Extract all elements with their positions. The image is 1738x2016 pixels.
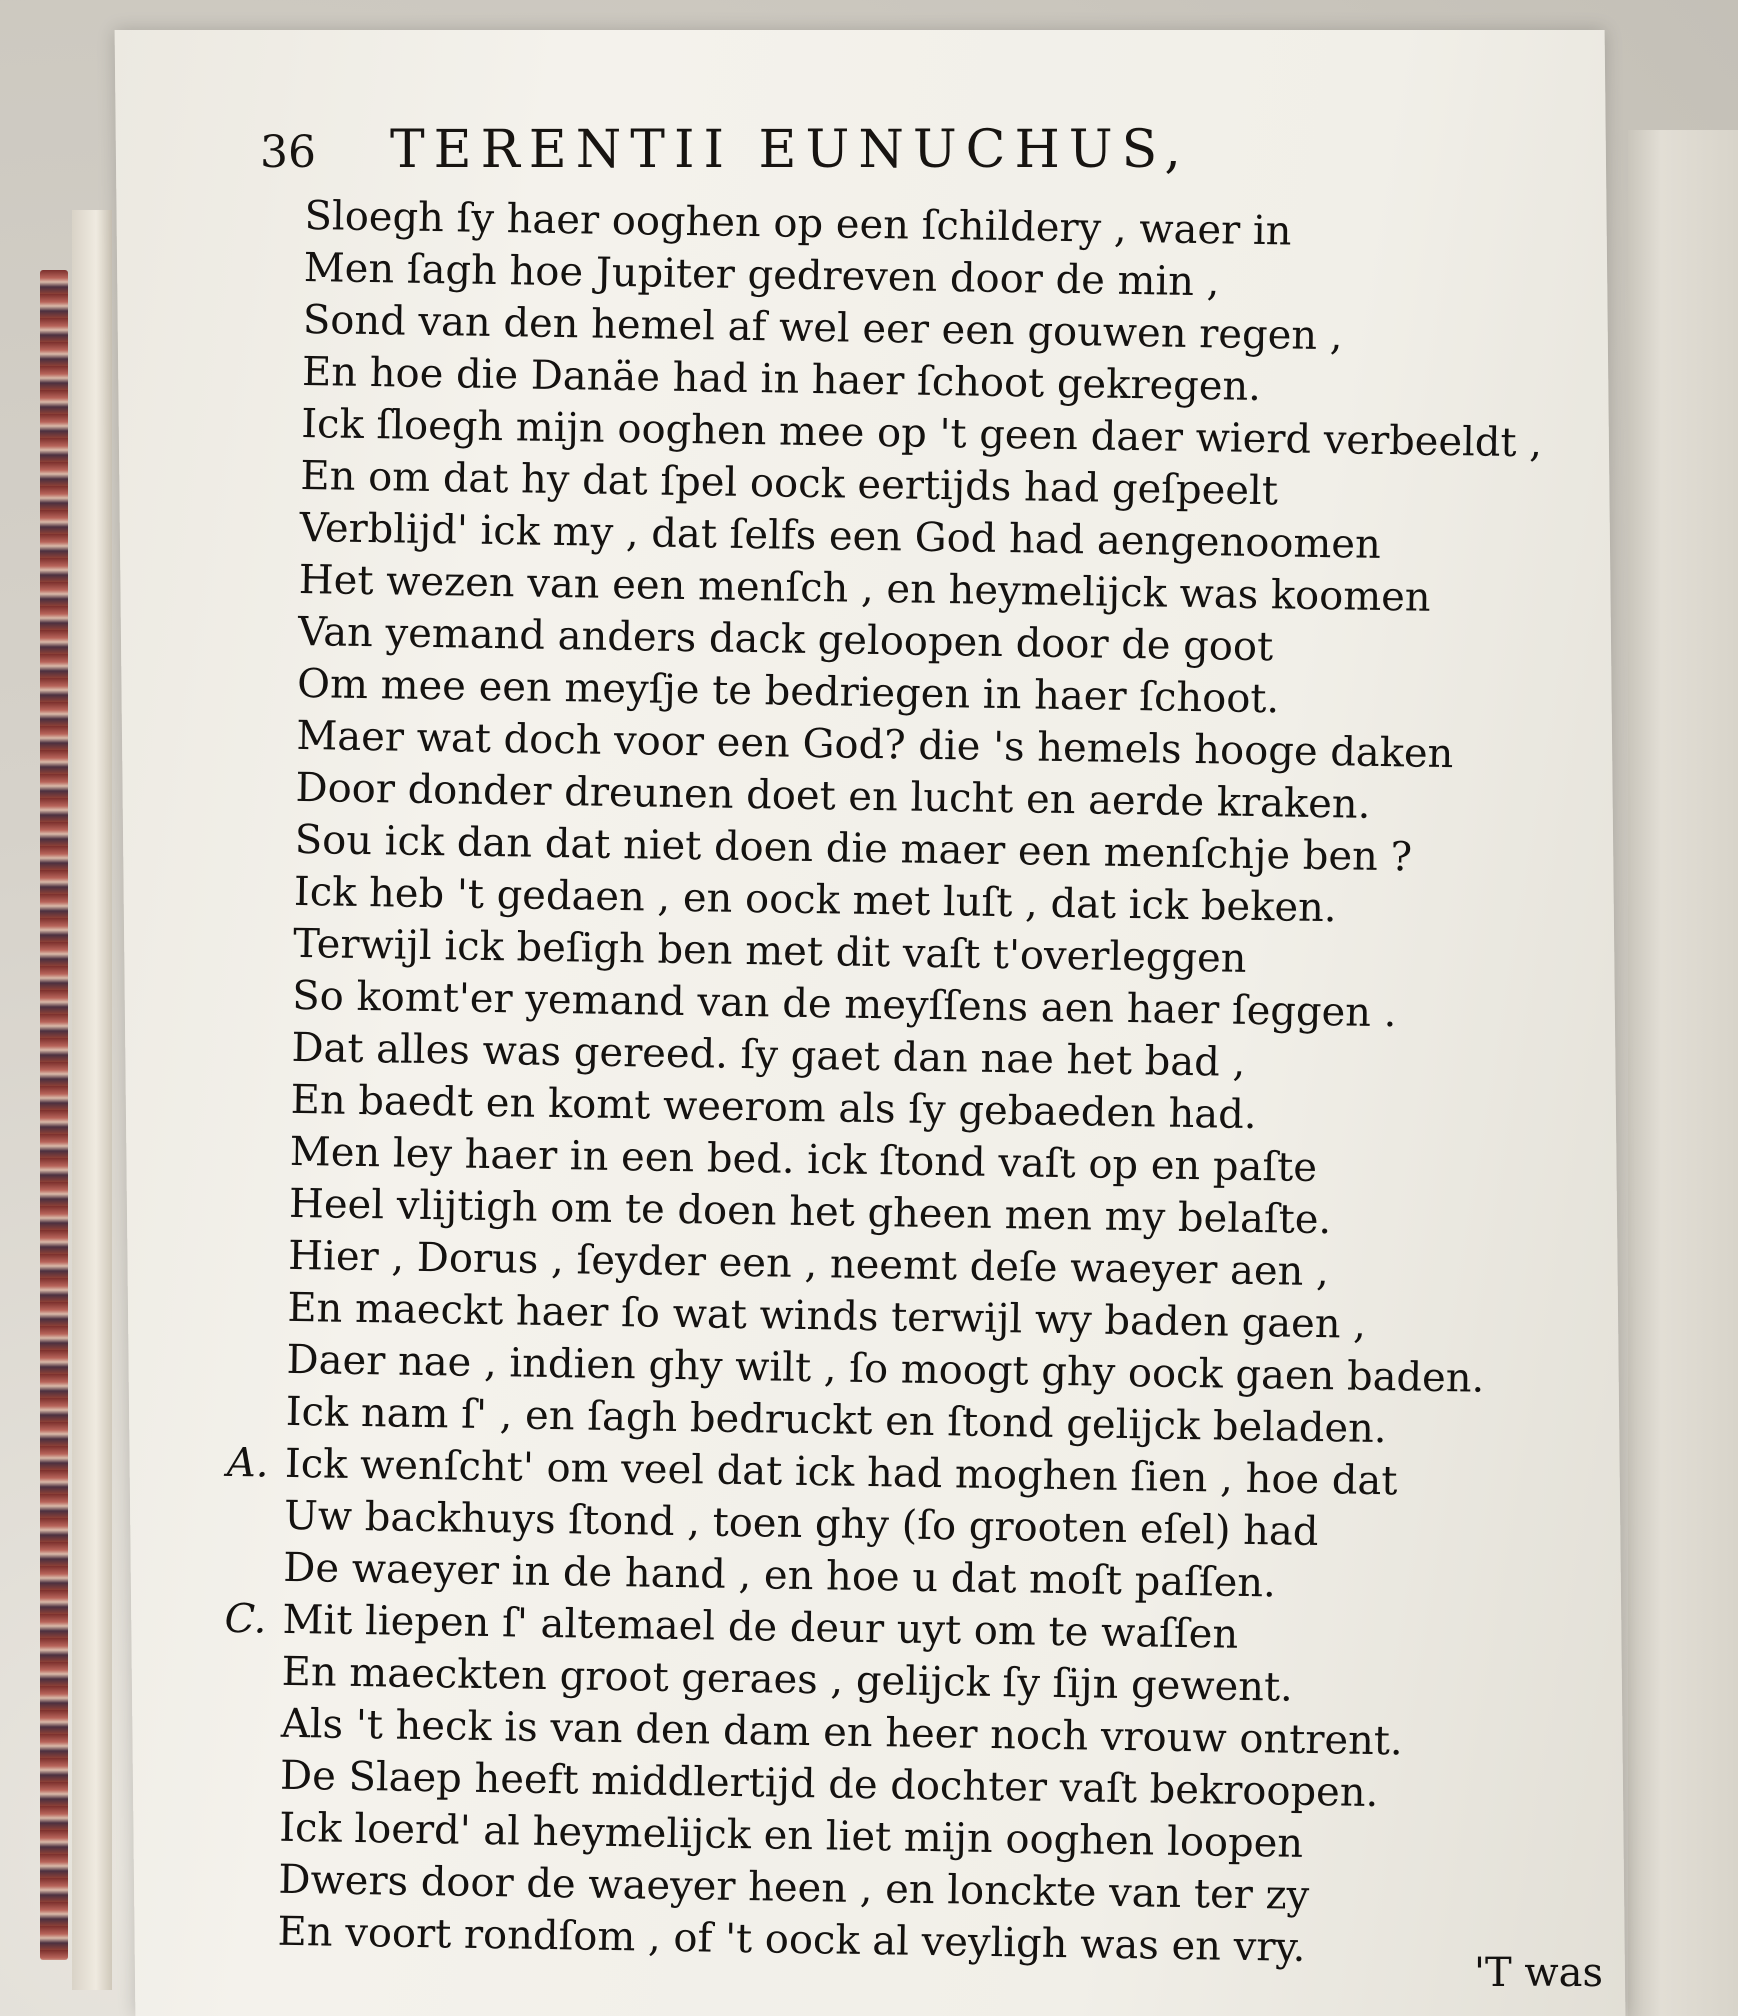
verse-line-text: De waeyer in de hand , en hoe u dat moſt paſſen.: [282, 1544, 1277, 1607]
verse-line-text: Sou ick dan dat niet doen die maer een menſchje ben ?: [294, 816, 1413, 881]
verse-line-text: Dat alles was gereed. ſy gaet dan nae het bad ,: [291, 1024, 1246, 1086]
verse-line-text: Men ley haer in een bed. ick ſtond vaſt op en paſte: [289, 1128, 1318, 1192]
verse-line-text: Mit liepen ſ' altemael de deur uyt om te waſſen: [282, 1596, 1239, 1658]
page-number: 36: [260, 127, 316, 178]
speaker-marker: C.: [224, 1595, 267, 1643]
verse-line-text: Ick ſloegh mijn ooghen mee op 't geen daer wierd verbeeldt ,: [300, 400, 1543, 467]
verse-line-text: Men ſagh hoe Jupiter gedreven door de min ,: [303, 244, 1220, 306]
verse-line-text: Sond van den hemel af wel eer een gouwen regen ,: [302, 296, 1343, 360]
verse-line-text: Van yemand anders dack geloopen door de goot: [297, 608, 1274, 671]
verse-line-text: Daer nae , indien ghy wilt , ſo moogt ghy oock gaen baden.: [286, 1336, 1485, 1402]
verse-line-text: Heel vlijtigh om te doen het gheen men my belaſte.: [288, 1180, 1332, 1244]
page-header: [260, 120, 1410, 190]
verse-line-text: De Slaep heeft middlertijd de dochter vaſt bekroopen.: [279, 1752, 1379, 1817]
verse-line-text: Ick wenſcht' om veel dat ick had moghen ſien , hoe dat: [284, 1440, 1398, 1505]
running-title: TERENTII EUNUCHUS,: [390, 120, 1190, 180]
verse-line-text: En hoe die Danäe had in haer ſchoot gekregen.: [301, 348, 1262, 411]
page-stack-edge: [72, 210, 112, 1990]
verse-line-text: Ick loerd' al heymelijck en liet mijn ooghen loopen: [278, 1804, 1304, 1867]
verse-line-text: Als 't heck is van den dam en heer noch vrouw ontrent.: [280, 1700, 1404, 1765]
verse-line-text: En baedt en komt weerom als ſy gebaeden had.: [290, 1076, 1257, 1139]
verse-line-text: Uw backhuys ſtond , toen ghy (ſo grooten eſel) had: [283, 1492, 1319, 1556]
verse-line-text: Door donder dreunen doet en lucht en aerde kraken.: [295, 764, 1371, 828]
marbled-edge: [40, 270, 68, 1960]
verse-line-text: Sloegh ſy haer ooghen op een ſchildery , waer in: [304, 192, 1292, 255]
verse-line-text: En om dat hy dat ſpel oock eertijds had geſpeelt: [300, 452, 1279, 515]
verse-line-text: Dwers door de waeyer heen , en lonckte van ter zy: [278, 1856, 1310, 1919]
verse-line-text: Verblijd' ick my , dat ſelfs een God had aengenoomen: [299, 504, 1382, 568]
facing-page: [1628, 130, 1738, 2016]
catchword: 'T was: [1473, 1950, 1603, 1996]
verse-line-text: Hier , Dorus , ſeyder een , neemt deſe waeyer aen ,: [287, 1232, 1330, 1296]
verse-line-text: Ick nam ſ' , en ſagh bedruckt en ſtond gelijck beladen.: [285, 1388, 1387, 1453]
verse-line-text: En voort rondſom , of 't oock al veyligh was en vry.: [277, 1908, 1306, 1971]
verse-line-text: Terwijl ick beſigh ben met dit vaſt t'overleggen: [292, 920, 1247, 982]
verse-line-text: En maeckt haer ſo wat winds terwijl wy baden gaen ,: [287, 1284, 1367, 1348]
verse-line-text: Ick heb 't gedaen , en oock met luſt , dat ick beken.: [293, 868, 1337, 932]
verse-line-text: Om mee een meyſje te bedriegen in haer ſchoot.: [296, 660, 1280, 723]
verse-line-text: Maer wat doch voor een God? die 's hemels hooge daken: [296, 712, 1454, 778]
speaker-marker: A.: [226, 1439, 269, 1487]
verse-text: [224, 190, 1543, 1977]
verse-line-text: Het wezen van een menſch , en heymelijck was koomen: [298, 556, 1432, 621]
verse-line-text: En maeckten groot geraes , gelijck ſy ſijn gewent.: [281, 1648, 1294, 1711]
verse-line-text: So komt'er yemand van de meyſſens aen haer ſeggen .: [291, 972, 1397, 1037]
